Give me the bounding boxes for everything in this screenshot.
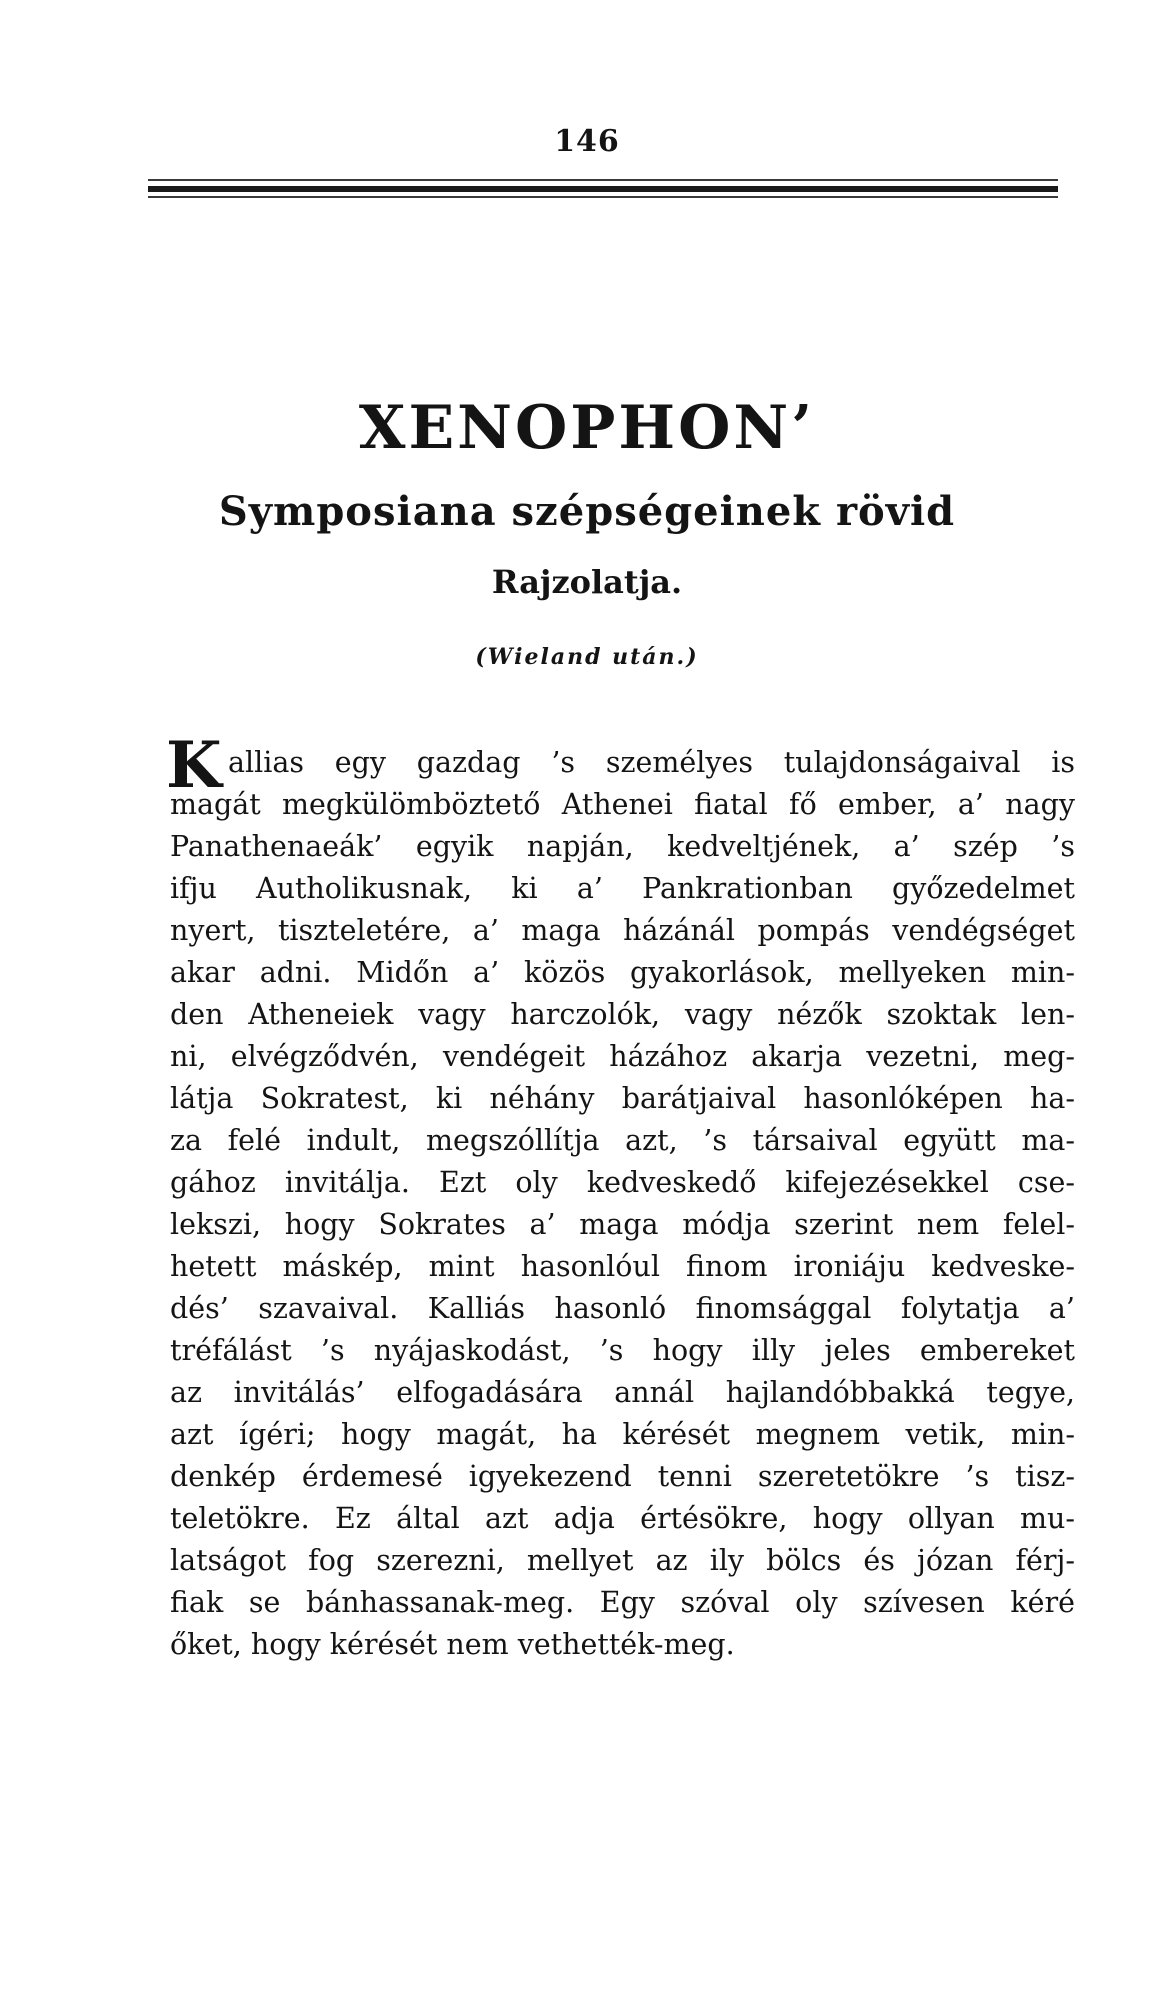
- text-line: denkép érdemesé igyekezend tenni szeretetökre ’s tisz-: [170, 1460, 1075, 1493]
- chapter-subtitle: Symposiana szépségeinek rövid: [218, 488, 956, 535]
- chapter-title: XENOPHON’: [358, 393, 816, 463]
- header-rule: [148, 178, 1058, 204]
- text-line: őket, hogy kérését nem vethették-meg.: [170, 1628, 735, 1661]
- text-line: ni, elvégződvén, vendégeit házához akarja vezetni, meg-: [170, 1040, 1075, 1073]
- text-line: Panathenaeák’ egyik napján, kedveltjének, a’ szép ’s: [170, 830, 1075, 863]
- text-line: az invitálás’ elfogadására annál hajlandóbbakká tegye,: [170, 1376, 1075, 1409]
- chapter-subtitle-2: Rajzolatja.: [491, 563, 683, 601]
- source-note: (Wieland után.): [475, 644, 699, 670]
- text-line: nyert, tiszteletére, a’ maga házánál pompás vendégséget: [170, 914, 1075, 947]
- page-number: 146: [554, 124, 620, 159]
- text-line: den Atheneiek vagy harczolók, vagy nézők szoktak len-: [170, 998, 1075, 1031]
- text-line: ifju Autholikusnak, ki a’ Pankrationban győzedelmet: [170, 872, 1075, 905]
- text-line: latságot fog szerezni, mellyet az ily bölcs és józan férj-: [170, 1544, 1075, 1577]
- body-paragraph: [170, 742, 1075, 1666]
- text-line: lekszi, hogy Sokrates a’ maga módja szerint nem felel-: [170, 1208, 1075, 1241]
- drop-cap: K: [166, 728, 222, 803]
- text-line: allias egy gazdag ’s személyes tulajdonságaival is: [228, 746, 1075, 779]
- text-line: fiak se bánhassanak-meg. Egy szóval oly szívesen kéré: [170, 1586, 1075, 1619]
- text-line: gához invitálja. Ezt oly kedveskedő kifejezésekkel cse-: [170, 1166, 1075, 1199]
- text-line: látja Sokratest, ki néhány barátjaival hasonlóképen ha-: [170, 1082, 1075, 1115]
- text-line: dés’ szavaival. Kalliás hasonló finomsággal folytatja a’: [170, 1292, 1075, 1325]
- text-line: hetett máskép, mint hasonlóul finom ironiáju kedveske-: [170, 1250, 1075, 1283]
- text-line: za felé indult, megszóllítja azt, ’s társaival együtt ma-: [170, 1124, 1075, 1157]
- text-line: azt ígéri; hogy magát, ha kérését megnem vetik, min-: [170, 1418, 1075, 1451]
- text-line: akar adni. Midőn a’ közös gyakorlások, mellyeken min-: [170, 956, 1075, 989]
- text-line: magát megkülömböztető Athenei fiatal fő ember, a’ nagy: [170, 788, 1075, 821]
- text-line: tréfálást ’s nyájaskodást, ’s hogy illy jeles embereket: [170, 1334, 1075, 1367]
- text-line: teletökre. Ez által azt adja értésökre, hogy ollyan mu-: [170, 1502, 1075, 1535]
